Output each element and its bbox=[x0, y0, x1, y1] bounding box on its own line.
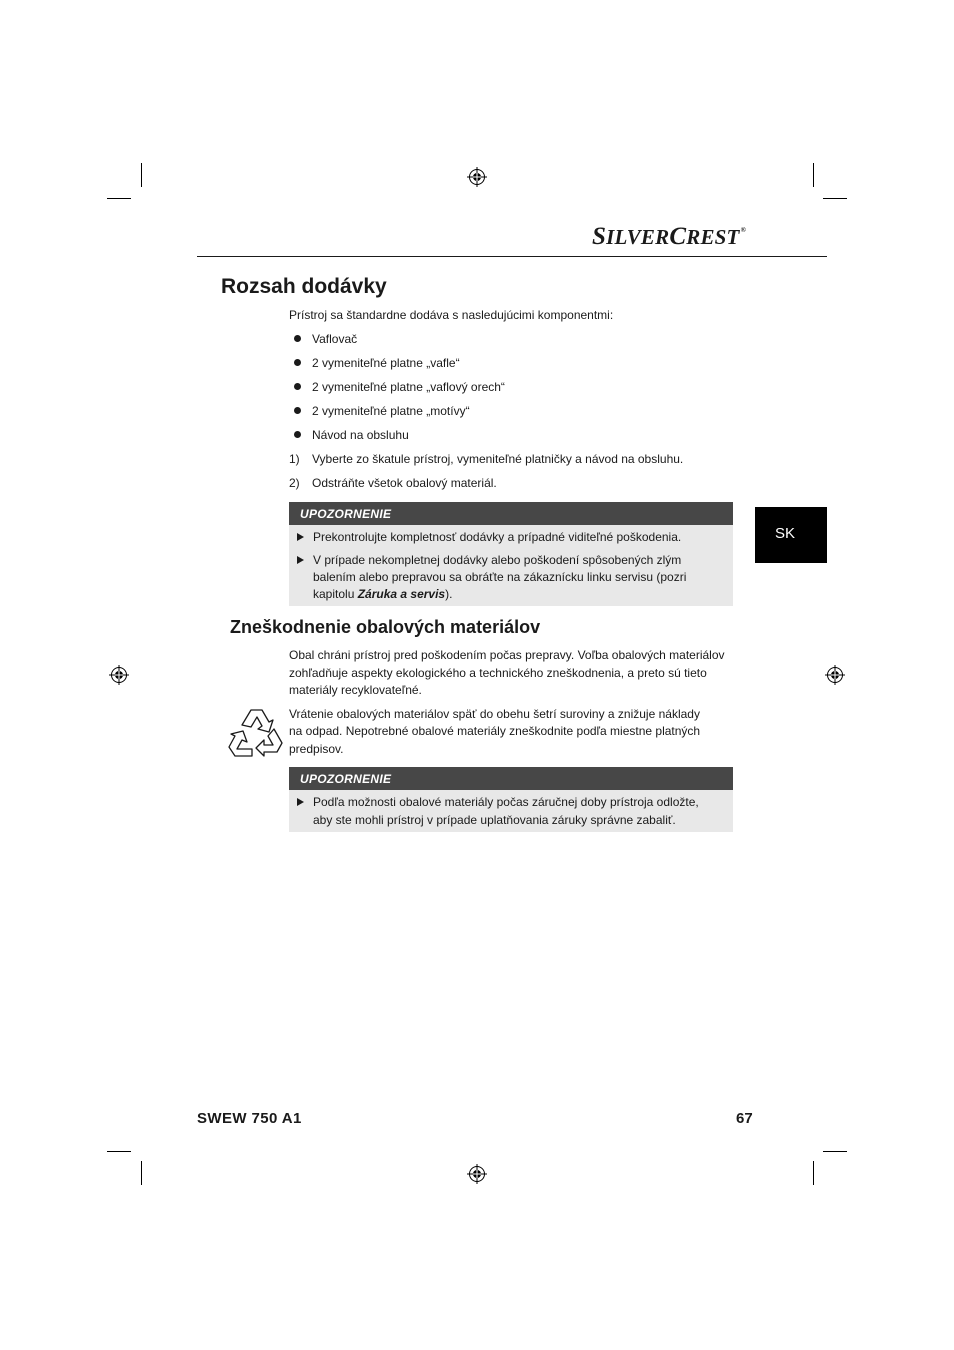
paragraph-line: na odpad. Nepotrebné obalové materiály zneškodnite podľa miestne platných bbox=[289, 724, 701, 738]
paragraph-line: zohľadňuje aspekty ekologického a technického zneškodnenia, a preto sú tieto bbox=[289, 666, 707, 680]
note-text: Podľa možnosti obalové materiály počas záručnej doby prístroja odložte, bbox=[313, 795, 699, 809]
arrow-right-icon bbox=[297, 556, 304, 564]
list-item: Vaflovač bbox=[312, 332, 358, 346]
model-number: SWEW 750 A1 bbox=[197, 1110, 302, 1127]
bullet-icon bbox=[294, 407, 301, 414]
crop-mark bbox=[813, 1161, 814, 1185]
registration-mark-icon bbox=[467, 167, 487, 187]
language-tab: SK bbox=[755, 507, 827, 563]
logo-letter: S bbox=[592, 223, 607, 250]
note-text: V prípade nekompletnej dodávky alebo poškodení spôsobených zlým bbox=[313, 553, 682, 567]
crop-mark bbox=[141, 163, 142, 187]
bullet-icon bbox=[294, 431, 301, 438]
paragraph-line: predpisov. bbox=[289, 742, 344, 756]
bullet-icon bbox=[294, 383, 301, 390]
crop-mark bbox=[823, 1151, 847, 1152]
brand-logo bbox=[592, 223, 746, 251]
logo-letter: C bbox=[669, 223, 687, 250]
list-item: 2 vymeniteľné platne „motívy“ bbox=[312, 404, 470, 418]
note-body bbox=[289, 790, 733, 832]
step-number: 1) bbox=[289, 452, 300, 466]
crop-mark bbox=[107, 198, 131, 199]
note-heading: UPOZORNENIE bbox=[289, 502, 733, 525]
list-item: 2 vymeniteľné platne „vafle“ bbox=[312, 356, 460, 370]
note-text-part: ). bbox=[445, 587, 453, 601]
crop-mark bbox=[823, 198, 847, 199]
note-text bbox=[313, 585, 452, 603]
crop-mark bbox=[141, 1161, 142, 1185]
crop-mark bbox=[107, 1151, 131, 1152]
note-heading: UPOZORNENIE bbox=[289, 767, 733, 790]
registration-mark-icon bbox=[467, 1164, 487, 1184]
section-title-disposal: Zneškodnenie obalových materiálov bbox=[230, 617, 541, 637]
paragraph-line: Obal chráni prístroj pred poškodením počas prepravy. Voľba obalových materiálov bbox=[289, 648, 725, 662]
list-item: Návod na obsluhu bbox=[312, 428, 409, 442]
step-text: Vyberte zo škatule prístroj, vymeniteľné platničky a návod na obsluhu. bbox=[312, 452, 684, 466]
step-number: 2) bbox=[289, 476, 300, 490]
bullet-icon bbox=[294, 359, 301, 366]
registered-mark: ® bbox=[740, 226, 746, 234]
chapter-reference: Záruka a servis bbox=[357, 587, 446, 601]
step-text: Odstráňte všetok obalový materiál. bbox=[312, 476, 497, 490]
header-rule bbox=[197, 256, 827, 257]
registration-mark-icon bbox=[825, 665, 845, 685]
logo-letters: ILVER bbox=[606, 225, 670, 249]
arrow-right-icon bbox=[297, 533, 304, 541]
note-text: Prekontrolujte kompletnosť dodávky a prípadné viditeľné poškodenia. bbox=[313, 530, 682, 544]
section-title-delivery: Rozsah dodávky bbox=[221, 275, 387, 298]
bullet-icon bbox=[294, 335, 301, 342]
intro-text: Prístroj sa štandardne dodáva s nasledujúcimi komponentmi: bbox=[289, 308, 614, 322]
crop-mark bbox=[813, 163, 814, 187]
logo-letters: REST bbox=[686, 225, 740, 249]
page-number: 67 bbox=[736, 1110, 753, 1127]
paragraph-line: Vrátenie obalových materiálov späť do obehu šetrí suroviny a znižuje náklady bbox=[289, 707, 700, 721]
note-text-part: kapitolu bbox=[313, 587, 358, 601]
note-text: aby ste mohli prístroj v prípade uplatňovania záruky správne zabaliť. bbox=[313, 813, 676, 827]
recycle-icon bbox=[224, 705, 286, 763]
arrow-right-icon bbox=[297, 798, 304, 806]
list-item: 2 vymeniteľné platne „vaflový orech“ bbox=[312, 380, 505, 394]
note-text: balením alebo prepravou sa obráťte na zákaznícku linku servisu (pozri bbox=[313, 570, 687, 584]
note-body bbox=[289, 525, 733, 606]
registration-mark-icon bbox=[109, 665, 129, 685]
paragraph-line: materiály recyklovateľné. bbox=[289, 683, 422, 697]
